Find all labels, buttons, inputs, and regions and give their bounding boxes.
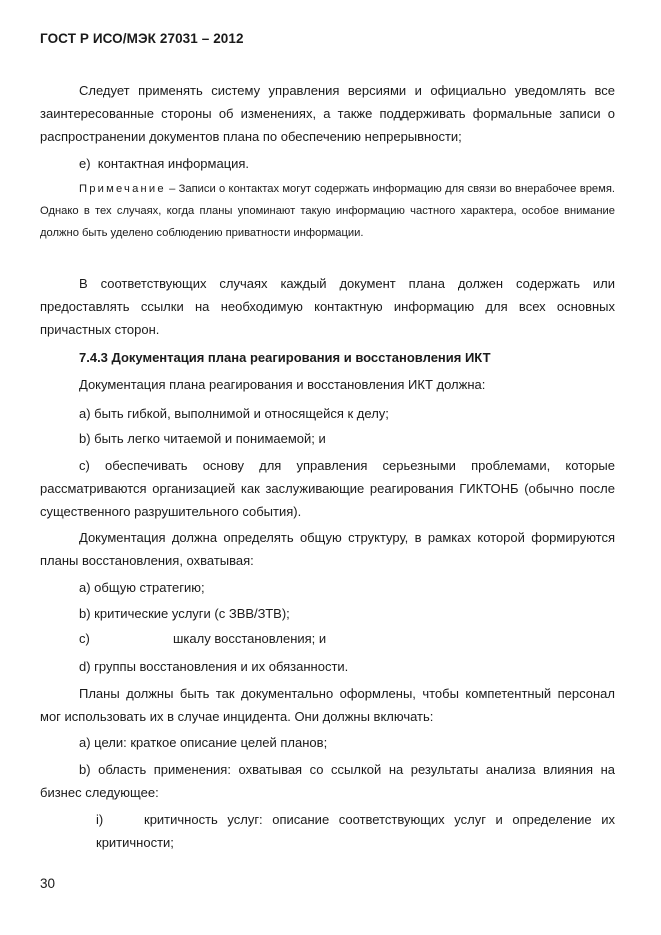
list-marker: e): [79, 156, 91, 171]
note-label: Примечание: [79, 183, 166, 195]
list-item-a2: a) общую стратегию;: [79, 580, 205, 595]
paragraph-version-control: Следует применять систему управления версиями и официально уведомлять все заинтересованные стороны об изменениях, а также поддерживать формальные записи о распространении документов плана по обеспечению непрерывности;: [40, 83, 615, 144]
note-paragraph: [40, 178, 615, 244]
list-item-b2: b) критические услуги (с ЗВВ/ЗТВ);: [79, 606, 290, 621]
list-text-c2: шкалу восстановления; и: [173, 631, 327, 646]
standard-header: ГОСТ Р ИСО/МЭК 27031 – 2012: [40, 31, 244, 46]
list-marker-c2: c): [79, 631, 90, 646]
list-item-a3: a) цели: краткое описание целей планов;: [79, 735, 328, 750]
note-text: – Записи о контактах могут содержать информацию для связи во внерабочее время. Однако в тех случаях, когда планы упоминают такую информацию частного характера, особое внимание должно быть уделено соблюдению приватности информации.: [40, 183, 615, 239]
list-text: контактная информация.: [97, 156, 250, 171]
section-heading: 7.4.3 Документация плана реагирования и восстановления ИКТ: [79, 350, 491, 365]
list-item-b3: b) область применения: охватывая со ссылкой на результаты анализа влияния на бизнес следующее:: [40, 762, 615, 800]
paragraph-documentation-intro: Документация плана реагирования и восстановления ИКТ должна:: [79, 377, 486, 392]
list-item-c1: c) обеспечивать основу для управления серьезными проблемами, которые рассматриваются организацией как заслуживающие реагирования ГИКТОНБ (обычно после существенного разрушительного события).: [40, 458, 615, 519]
list-item-d: d) группы восстановления и их обязанности.: [79, 659, 349, 674]
paragraph-plans-content: Планы должны быть так документально оформлены, чтобы компетентный персонал мог использовать их в случае инцидента. Они должны включать:: [40, 686, 615, 724]
sub-item-marker: i): [96, 812, 104, 827]
sub-item-i: [96, 808, 615, 854]
list-item-e: [79, 152, 615, 175]
list-item-a1: a) быть гибкой, выполнимой и относящейся к делу;: [79, 406, 389, 421]
sub-item-text: критичность услуг: описание соответствующих услуг и определение их критичности;: [96, 812, 615, 850]
page-number: 30: [40, 876, 56, 891]
list-item-b1: b) быть легко читаемой и понимаемой; и: [79, 431, 326, 446]
paragraph-structure: Документация должна определять общую структуру, в рамках которой формируются планы восстановления, охватывая:: [40, 530, 615, 568]
paragraph-contact-references: В соответствующих случаях каждый документ плана должен содержать или предоставлять ссылки на необходимую контактную информацию для всех основных причастных сторон.: [40, 276, 615, 337]
